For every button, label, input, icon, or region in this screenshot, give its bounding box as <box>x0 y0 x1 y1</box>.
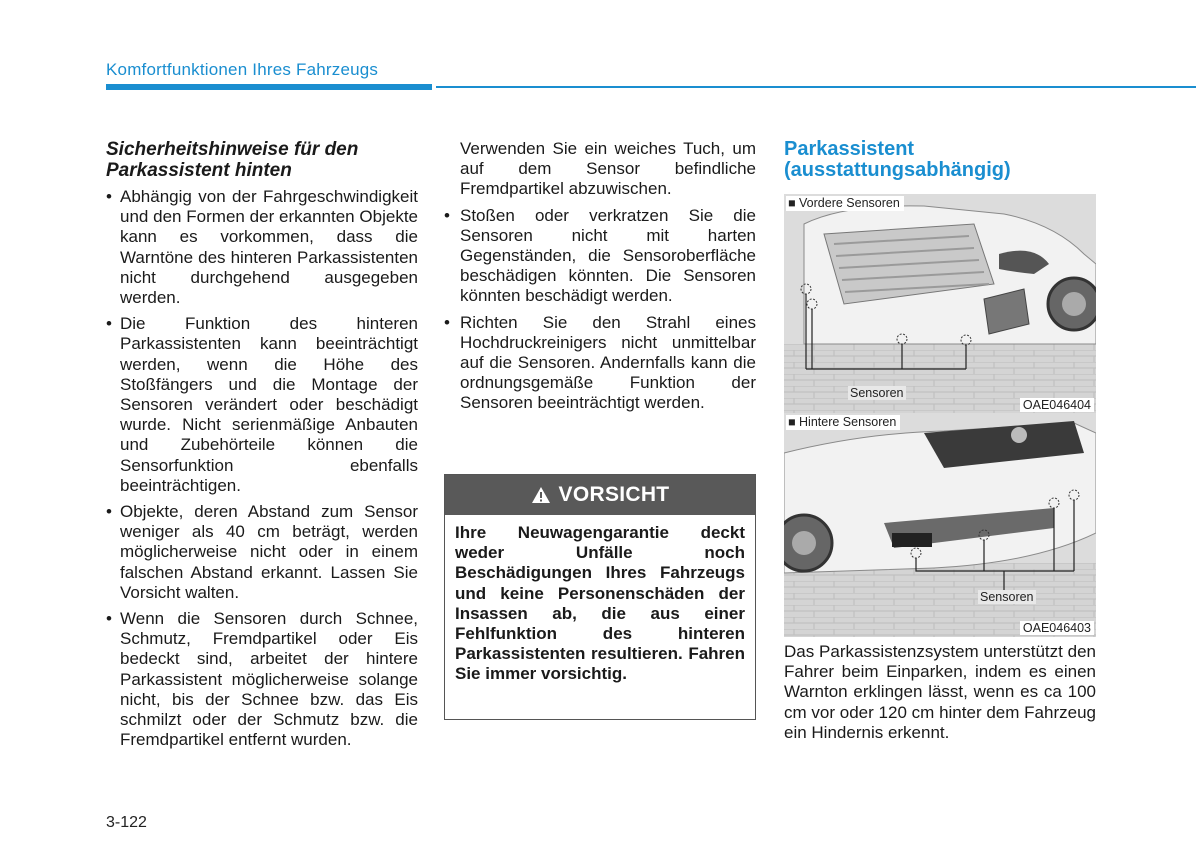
header-rule-thick <box>106 84 432 90</box>
list-item: • Wenn die Sensoren durch Schnee, Schmutz, Fremdpartikel oder Eis bedeckt sind, arbeitet der hintere Parkassistent möglicherweise solange nicht, bis der Schnee bzw. das Eis schmilzt oder der Schmutz bzw. die Fremdpartikel entfernt wurden. <box>106 609 418 750</box>
bullet-continuation: Verwenden Sie ein weiches Tuch, um auf dem Sensor befindliche Fremdpartikel abzuwischen. <box>460 139 756 199</box>
sensor-callout-label: Sensoren <box>980 590 1034 604</box>
safety-bullet-list <box>106 187 418 750</box>
section-title: Parkassistent (ausstattungsabhängig) <box>784 138 1011 181</box>
warning-triangle-icon <box>531 486 551 504</box>
figure-code: OAE046404 <box>1020 398 1094 412</box>
column-2 <box>444 139 756 420</box>
caution-header <box>445 475 755 515</box>
rear-car-illustration <box>784 413 1096 637</box>
figure-label: ■ Vordere Sensoren <box>786 196 904 211</box>
parking-assist-description: Das Parkassistenzsystem unterstützt den Fahrer beim Einparken, indem es einen Warnton erklingen lässt, wenn es ca 100 cm vor oder 120 cm hinter dem Fahrzeug ein Hindernis erkennt. <box>784 642 1096 742</box>
subheading: Sicherheitshinweise für den Parkassistent hinten <box>106 139 359 181</box>
care-bullet-list <box>444 206 756 414</box>
sensor-callout-label: Sensoren <box>850 386 904 400</box>
caution-box <box>444 474 756 720</box>
page-number: 3-122 <box>106 814 147 831</box>
list-item: • Richten Sie den Strahl eines Hochdruckreinigers nicht unmittelbar auf die Sensoren. Andernfalls kann die ordnungsgemäße Funktion der Sensoren beeinträchtigt werden. <box>444 313 756 414</box>
caution-title: VORSICHT <box>558 483 670 506</box>
list-item: • Stoßen oder verkratzen Sie die Sensoren nicht mit harten Gegenständen, die Sensoroberfläche beschädigen könnten. Die Sensoren könnten beschädigt werden. <box>444 206 756 307</box>
front-sensors-figure <box>784 194 1096 414</box>
section-header-title: Komfortfunktionen Ihres Fahrzeugs <box>106 60 379 79</box>
list-item: • Die Funktion des hinteren Parkassistenten kann beeinträchtigt werden, wenn die Höhe des Stoßfängers und die Montage der Sensoren verändert oder beschädigt wurde. Nicht serienmäßige Anbauten und Zubehörteile können die Sensorfunktion ebenfalls beeinträchtigen. <box>106 314 418 496</box>
caution-text: Ihre Neuwagengarantie deckt weder Unfälle noch Beschädigungen Ihres Fahrzeugs und keine Personenschäden der Insassen ab, die aus einer Fehlfunktion des hinteren Parkassistenten resultieren. Fahren Sie immer vorsichtig. <box>455 523 745 684</box>
header-rule-thin <box>436 86 1196 88</box>
rear-sensors-figure <box>784 413 1096 637</box>
list-item: • Objekte, deren Abstand zum Sensor weniger als 40 cm beträgt, werden möglicherweise nicht oder in einem falschen Abstand erkannt. Lassen Sie Vorsicht walten. <box>106 502 418 603</box>
figure-code: OAE046403 <box>1020 621 1094 635</box>
list-item: • Abhängig von der Fahrgeschwindigkeit und den Formen der erkannten Objekte kann es vorkommen, dass die Warntöne des hinteren Parkassistenten nicht durchgehend ausgegeben werden. <box>106 187 418 308</box>
column-1 <box>106 139 418 756</box>
figure-label: ■ Hintere Sensoren <box>786 415 900 430</box>
front-car-illustration <box>784 194 1096 414</box>
